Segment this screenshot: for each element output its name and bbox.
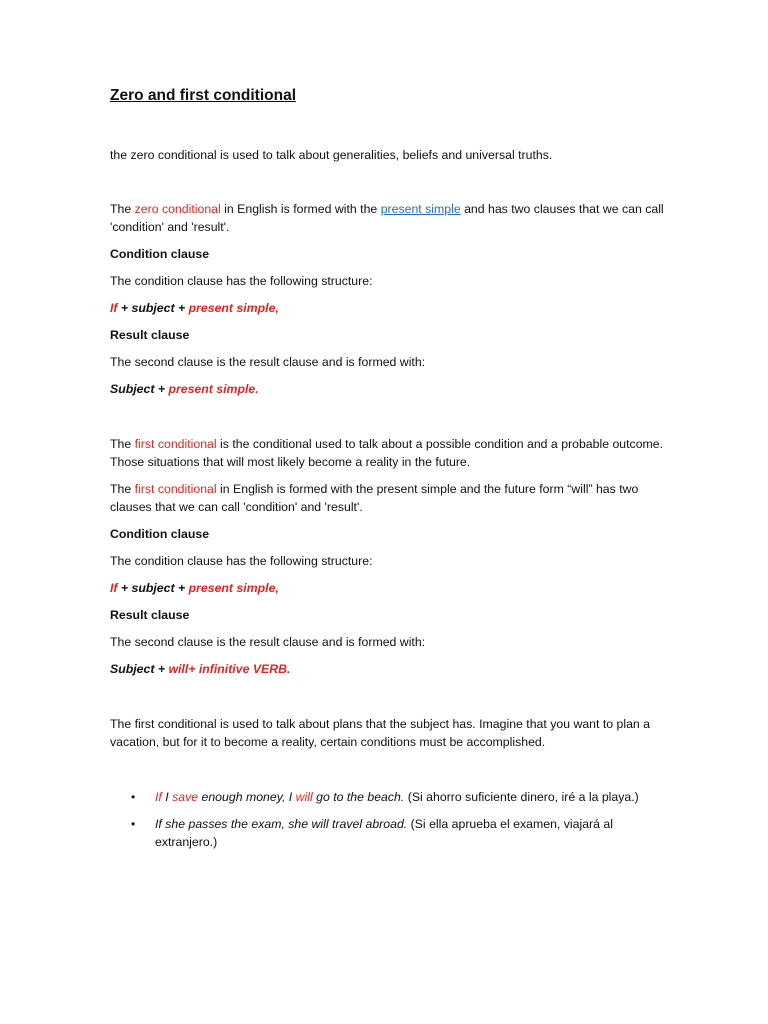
- first-result-formula: Subject + will+ infinitive VERB.: [110, 662, 291, 676]
- zero-condition-text: The condition clause has the following structure:: [110, 274, 373, 288]
- zero-conditional-term: zero conditional: [134, 202, 221, 216]
- first-conditional-term: first conditional: [134, 437, 217, 451]
- first-result-heading: Result clause: [110, 608, 190, 622]
- zero-result-formula: Subject + present simple.: [110, 382, 259, 396]
- bullet-icon: •: [131, 817, 136, 831]
- first-condition-text: The condition clause has the following structure:: [110, 554, 373, 568]
- plans-paragraph: The first conditional is used to talk about plans that the subject has. Imagine that you want to plan a vacation, but for it to become a reality, certain conditions must be accomplished.: [110, 717, 651, 749]
- examples-list: [110, 788, 670, 851]
- zero-formation-paragraph: The zero conditional in English is formed with the present simple and has two clauses that we can call 'condition' and 'result'.: [110, 202, 664, 234]
- first-formation-paragraph: The first conditional in English is formed with the present simple and the future form “will” has two clauses that we can call 'condition' and 'result'.: [110, 482, 639, 514]
- intro-paragraph: the zero conditional is used to talk about generalities, beliefs and universal truths.: [110, 148, 553, 162]
- zero-condition-heading: Condition clause: [110, 247, 210, 261]
- first-condition-formula: If + subject + present simple,: [110, 581, 279, 595]
- document-title: Zero and first conditional: [110, 87, 297, 104]
- present-simple-link[interactable]: present simple: [380, 202, 461, 216]
- first-condition-heading: Condition clause: [110, 527, 210, 541]
- first-definition-paragraph: The first conditional is the conditional used to talk about a possible condition and a probable outcome. Those situations that will most likely become a reality in the future.: [110, 437, 664, 469]
- zero-result-heading: Result clause: [110, 328, 190, 342]
- list-item: • If she passes the exam, she will travel abroad. (Si ella aprueba el examen, viajará al extranjero.): [131, 817, 613, 849]
- first-result-text: The second clause is the result clause and is formed with:: [110, 635, 426, 649]
- document-page: [110, 86, 670, 851]
- list-item: • If I save enough money, I will go to the beach. (Si ahorro suficiente dinero, iré a la playa.): [131, 790, 639, 804]
- zero-result-text: The second clause is the result clause and is formed with:: [110, 355, 426, 369]
- zero-condition-formula: If + subject + present simple,: [110, 301, 279, 315]
- bullet-icon: •: [131, 790, 136, 804]
